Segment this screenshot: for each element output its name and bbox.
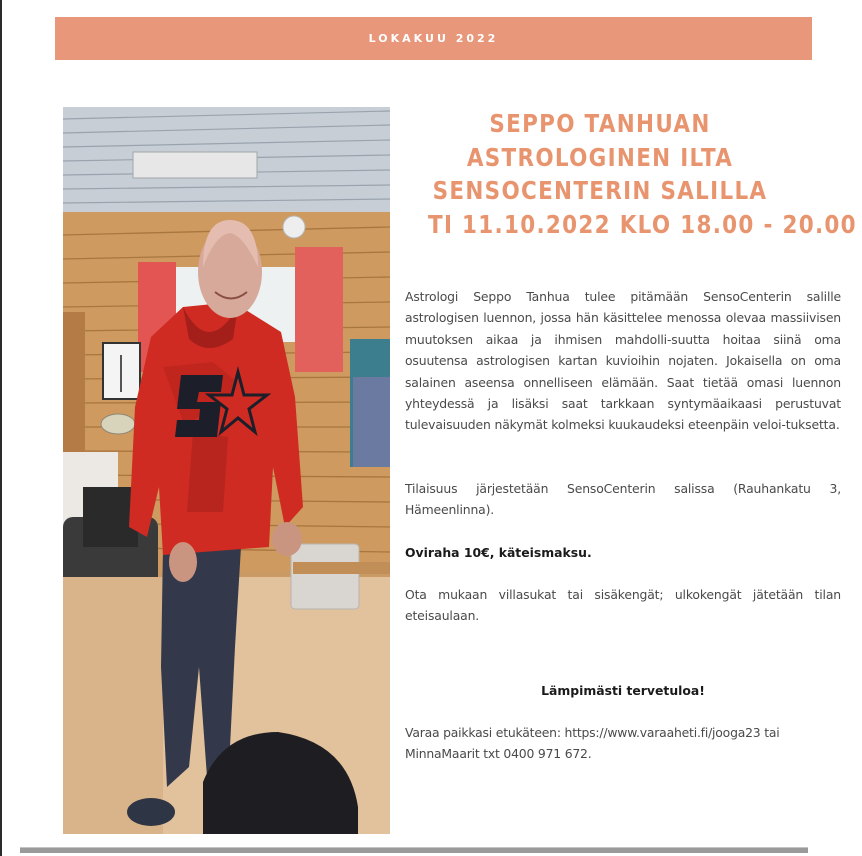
title-line-4: TI 11.10.2022 KLO 18.00 - 20.00	[428, 209, 857, 239]
bottom-divider	[20, 847, 808, 853]
title-line-2: ASTROLOGINEN ILTA	[466, 142, 734, 172]
event-title	[428, 107, 857, 241]
speaker-photo	[63, 107, 390, 834]
shoes-paragraph: Ota mukaan villasukat tai sisäkengät; ulkokengät jätetään tilan eteisaulaan.	[405, 587, 841, 624]
booking-paragraph[interactable]: Varaa paikkasi etukäteen: https://www.varaaheti.fi/jooga23 tai MinnaMaarit txt 0400 971 672.	[405, 725, 780, 762]
description-paragraph: Astrologi Seppo Tanhua tulee pitämään SensoCenterin salille astrologisen luennon, jossa hän käsittelee menossa olevaa massiivisen muutoksen aikaa ja ihmisen mahdolli-suutta hoitaa siinä oma osuutensa astrologisen kartan kuvioihin nojaten. Jokaisella on oma salainen aseensa onnelliseen elämään. Saat tietää omasi luennon yhteydessä ja lisäksi saat tarkkaan syntymäaikaasi perustuvat tulevaisuuden näkymät kolmeksi kuukaudeksi eteenpäin veloi-tuksetta.	[405, 289, 841, 433]
title-line-3: SENSOCENTERIN SALILLA	[432, 176, 768, 205]
page-left-border	[0, 0, 2, 856]
event-details	[405, 286, 841, 765]
venue-paragraph: Tilaisuus järjestetään SensoCenterin salissa (Rauhankatu 3, Hämeenlinna).	[405, 481, 841, 518]
price-text: Oviraha 10€, käteismaksu.	[405, 545, 592, 560]
welcome-text: Lämpimästi tervetuloa!	[541, 683, 705, 698]
title-line-1: SEPPO TANHUAN	[489, 109, 711, 138]
month-banner	[55, 17, 812, 60]
banner-label: LOKAKUU 2022	[368, 32, 499, 45]
